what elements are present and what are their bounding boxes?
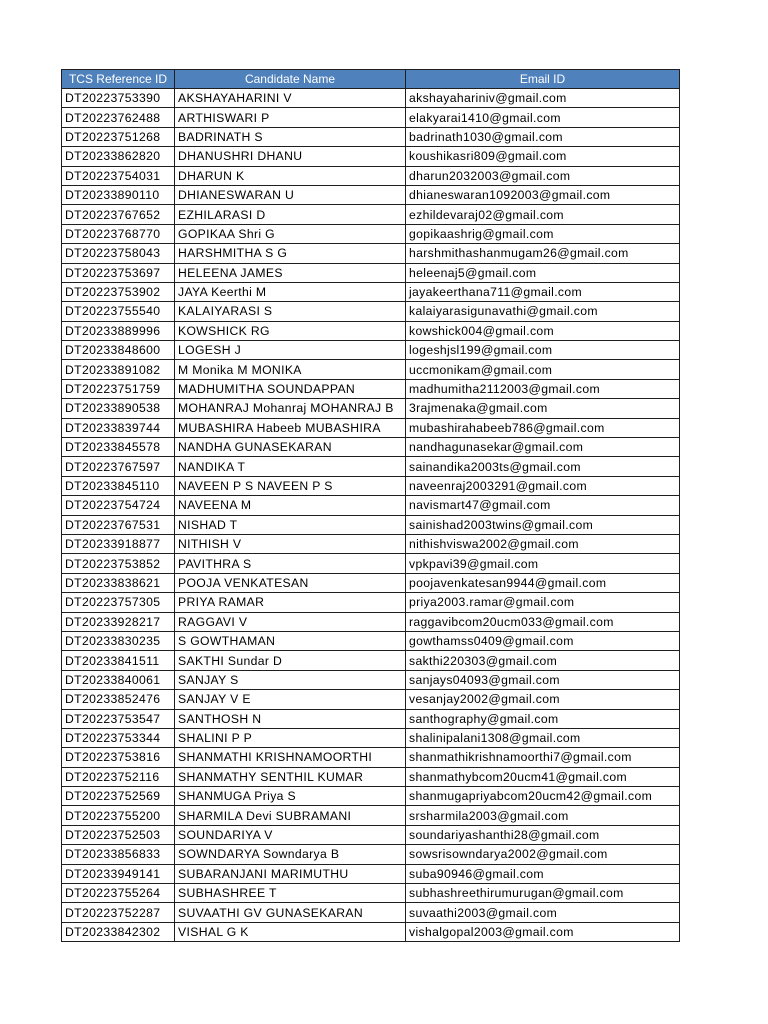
email-id-cell: sainandika2003ts@gmail.com xyxy=(406,457,680,476)
table-row xyxy=(62,282,680,301)
email-id-cell: harshmithashanmugam26@gmail.com xyxy=(406,244,680,263)
candidate-name-cell: VISHAL G K xyxy=(175,922,406,941)
tcs-reference-id-cell: DT20223752116 xyxy=(62,767,175,786)
email-id-cell: heleenaj5@gmail.com xyxy=(406,263,680,282)
candidate-name-cell: NANDHA GUNASEKARAN xyxy=(175,438,406,457)
candidate-name-cell: JAYA Keerthi M xyxy=(175,282,406,301)
table-row xyxy=(62,224,680,243)
tcs-reference-id-cell: DT20223753390 xyxy=(62,89,175,108)
table-row xyxy=(62,418,680,437)
candidate-name-cell: MADHUMITHA SOUNDAPPAN xyxy=(175,379,406,398)
tcs-reference-id-cell: DT20233856833 xyxy=(62,845,175,864)
candidate-name-cell: BADRINATH S xyxy=(175,127,406,146)
table-row xyxy=(62,205,680,224)
email-id-cell: srsharmila2003@gmail.com xyxy=(406,806,680,825)
tcs-reference-id-cell: DT20233839744 xyxy=(62,418,175,437)
email-id-cell: uccmonikam@gmail.com xyxy=(406,360,680,379)
column-header-candidate-name: Candidate Name xyxy=(175,70,406,89)
email-id-cell: koushikasri809@gmail.com xyxy=(406,147,680,166)
email-id-cell: dhianeswaran1092003@gmail.com xyxy=(406,185,680,204)
candidate-name-cell: SANTHOSH N xyxy=(175,709,406,728)
candidate-name-cell: M Monika M MONIKA xyxy=(175,360,406,379)
tcs-reference-id-cell: DT20233918877 xyxy=(62,534,175,553)
tcs-reference-id-cell: DT20223758043 xyxy=(62,244,175,263)
tcs-reference-id-cell: DT20233830235 xyxy=(62,631,175,650)
candidate-name-cell: POOJA VENKATESAN xyxy=(175,573,406,592)
table-row xyxy=(62,457,680,476)
table-row xyxy=(62,147,680,166)
email-id-cell: madhumitha2112003@gmail.com xyxy=(406,379,680,398)
candidate-name-cell: KOWSHICK RG xyxy=(175,321,406,340)
candidate-name-cell: NAVEENA M xyxy=(175,496,406,515)
table-row xyxy=(62,185,680,204)
table-body xyxy=(62,89,680,942)
table-row xyxy=(62,321,680,340)
tcs-reference-id-cell: DT20223754724 xyxy=(62,496,175,515)
tcs-reference-id-cell: DT20233842302 xyxy=(62,922,175,941)
table-row xyxy=(62,476,680,495)
table-row xyxy=(62,787,680,806)
tcs-reference-id-cell: DT20233889996 xyxy=(62,321,175,340)
candidate-name-cell: KALAIYARASI S xyxy=(175,302,406,321)
candidate-name-cell: NAVEEN P S NAVEEN P S xyxy=(175,476,406,495)
candidate-name-cell: SUBARANJANI MARIMUTHU xyxy=(175,864,406,883)
tcs-reference-id-cell: DT20233891082 xyxy=(62,360,175,379)
email-id-cell: sowsrisowndarya2002@gmail.com xyxy=(406,845,680,864)
tcs-reference-id-cell: DT20233890538 xyxy=(62,399,175,418)
email-id-cell: logeshjsl199@gmail.com xyxy=(406,341,680,360)
tcs-reference-id-cell: DT20223762488 xyxy=(62,108,175,127)
email-id-cell: kowshick004@gmail.com xyxy=(406,321,680,340)
tcs-reference-id-cell: DT20233840061 xyxy=(62,670,175,689)
table-row xyxy=(62,864,680,883)
candidate-table xyxy=(61,69,680,942)
email-id-cell: akshayahariniv@gmail.com xyxy=(406,89,680,108)
table-row xyxy=(62,593,680,612)
table-row xyxy=(62,922,680,941)
table-row xyxy=(62,379,680,398)
candidate-name-cell: SUVAATHI GV GUNASEKARAN xyxy=(175,903,406,922)
table-row xyxy=(62,438,680,457)
email-id-cell: poojavenkatesan9944@gmail.com xyxy=(406,573,680,592)
candidate-name-cell: NISHAD T xyxy=(175,515,406,534)
candidate-name-cell: HELEENA JAMES xyxy=(175,263,406,282)
candidate-name-cell: SHALINI P P xyxy=(175,728,406,747)
tcs-reference-id-cell: DT20223751759 xyxy=(62,379,175,398)
candidate-name-cell: DHIANESWARAN U xyxy=(175,185,406,204)
email-id-cell: priya2003.ramar@gmail.com xyxy=(406,593,680,612)
email-id-cell: suba90946@gmail.com xyxy=(406,864,680,883)
email-id-cell: sanjays04093@gmail.com xyxy=(406,670,680,689)
tcs-reference-id-cell: DT20223753697 xyxy=(62,263,175,282)
tcs-reference-id-cell: DT20233928217 xyxy=(62,612,175,631)
table-row xyxy=(62,884,680,903)
tcs-reference-id-cell: DT20223753547 xyxy=(62,709,175,728)
table-row xyxy=(62,127,680,146)
candidate-name-cell: NITHISH V xyxy=(175,534,406,553)
email-id-cell: vpkpavi39@gmail.com xyxy=(406,554,680,573)
email-id-cell: suvaathi2003@gmail.com xyxy=(406,903,680,922)
candidate-name-cell: SHARMILA Devi SUBRAMANI xyxy=(175,806,406,825)
tcs-reference-id-cell: DT20233890110 xyxy=(62,185,175,204)
email-id-cell: jayakeerthana711@gmail.com xyxy=(406,282,680,301)
email-id-cell: raggavibcom20ucm033@gmail.com xyxy=(406,612,680,631)
candidate-name-cell: MUBASHIRA Habeeb MUBASHIRA xyxy=(175,418,406,437)
candidate-name-cell: PAVITHRA S xyxy=(175,554,406,573)
email-id-cell: vesanjay2002@gmail.com xyxy=(406,690,680,709)
candidate-name-cell: SANJAY S xyxy=(175,670,406,689)
candidate-name-cell: LOGESH J xyxy=(175,341,406,360)
candidate-name-cell: DHANUSHRI DHANU xyxy=(175,147,406,166)
candidate-name-cell: EZHILARASI D xyxy=(175,205,406,224)
email-id-cell: kalaiyarasigunavathi@gmail.com xyxy=(406,302,680,321)
table-row xyxy=(62,399,680,418)
tcs-reference-id-cell: DT20233848600 xyxy=(62,341,175,360)
table-row xyxy=(62,302,680,321)
candidate-name-cell: ARTHISWARI P xyxy=(175,108,406,127)
tcs-reference-id-cell: DT20223754031 xyxy=(62,166,175,185)
table-row xyxy=(62,728,680,747)
email-id-cell: shanmathybcom20ucm41@gmail.com xyxy=(406,767,680,786)
table-row xyxy=(62,89,680,108)
email-id-cell: vishalgopal2003@gmail.com xyxy=(406,922,680,941)
tcs-reference-id-cell: DT20233949141 xyxy=(62,864,175,883)
candidate-name-cell: SUBHASHREE T xyxy=(175,884,406,903)
email-id-cell: sainishad2003twins@gmail.com xyxy=(406,515,680,534)
candidate-name-cell: SHANMUGA Priya S xyxy=(175,787,406,806)
candidate-name-cell: AKSHAYAHARINI V xyxy=(175,89,406,108)
email-id-cell: subhashreethirumurugan@gmail.com xyxy=(406,884,680,903)
tcs-reference-id-cell: DT20223767652 xyxy=(62,205,175,224)
table-row xyxy=(62,515,680,534)
tcs-reference-id-cell: DT20223755540 xyxy=(62,302,175,321)
email-id-cell: nithishviswa2002@gmail.com xyxy=(406,534,680,553)
tcs-reference-id-cell: DT20233845578 xyxy=(62,438,175,457)
table-row xyxy=(62,612,680,631)
tcs-reference-id-cell: DT20233838621 xyxy=(62,573,175,592)
tcs-reference-id-cell: DT20223752287 xyxy=(62,903,175,922)
tcs-reference-id-cell: DT20223757305 xyxy=(62,593,175,612)
email-id-cell: soundariyashanthi28@gmail.com xyxy=(406,825,680,844)
table-row xyxy=(62,748,680,767)
table-header-row xyxy=(62,70,680,89)
email-id-cell: gowthamss0409@gmail.com xyxy=(406,631,680,650)
tcs-reference-id-cell: DT20223767531 xyxy=(62,515,175,534)
table-row xyxy=(62,690,680,709)
candidate-name-cell: PRIYA RAMAR xyxy=(175,593,406,612)
candidate-name-cell: S GOWTHAMAN xyxy=(175,631,406,650)
tcs-reference-id-cell: DT20223753852 xyxy=(62,554,175,573)
table-row xyxy=(62,651,680,670)
email-id-cell: badrinath1030@gmail.com xyxy=(406,127,680,146)
tcs-reference-id-cell: DT20233852476 xyxy=(62,690,175,709)
tcs-reference-id-cell: DT20223752503 xyxy=(62,825,175,844)
tcs-reference-id-cell: DT20223767597 xyxy=(62,457,175,476)
tcs-reference-id-cell: DT20223753344 xyxy=(62,728,175,747)
candidate-name-cell: DHARUN K xyxy=(175,166,406,185)
column-header-tcs-reference-id: TCS Reference ID xyxy=(62,70,175,89)
email-id-cell: navismart47@gmail.com xyxy=(406,496,680,515)
email-id-cell: elakyarai1410@gmail.com xyxy=(406,108,680,127)
candidate-name-cell: SHANMATHY SENTHIL KUMAR xyxy=(175,767,406,786)
candidate-name-cell: SOUNDARIYA V xyxy=(175,825,406,844)
candidate-name-cell: GOPIKAA Shri G xyxy=(175,224,406,243)
table-row xyxy=(62,767,680,786)
tcs-reference-id-cell: DT20223768770 xyxy=(62,224,175,243)
email-id-cell: naveenraj2003291@gmail.com xyxy=(406,476,680,495)
email-id-cell: sakthi220303@gmail.com xyxy=(406,651,680,670)
table-row xyxy=(62,496,680,515)
email-id-cell: 3rajmenaka@gmail.com xyxy=(406,399,680,418)
email-id-cell: santhography@gmail.com xyxy=(406,709,680,728)
tcs-reference-id-cell: DT20233845110 xyxy=(62,476,175,495)
table-row xyxy=(62,845,680,864)
table-row xyxy=(62,108,680,127)
email-id-cell: ezhildevaraj02@gmail.com xyxy=(406,205,680,224)
candidate-name-cell: SAKTHI Sundar D xyxy=(175,651,406,670)
email-id-cell: shanmugapriyabcom20ucm42@gmail.com xyxy=(406,787,680,806)
email-id-cell: mubashirahabeeb786@gmail.com xyxy=(406,418,680,437)
candidate-name-cell: HARSHMITHA S G xyxy=(175,244,406,263)
candidate-name-cell: SHANMATHI KRISHNAMOORTHI xyxy=(175,748,406,767)
candidate-name-cell: RAGGAVI V xyxy=(175,612,406,631)
tcs-reference-id-cell: DT20223751268 xyxy=(62,127,175,146)
table-row xyxy=(62,341,680,360)
table-row xyxy=(62,806,680,825)
tcs-reference-id-cell: DT20223752569 xyxy=(62,787,175,806)
email-id-cell: nandhagunasekar@gmail.com xyxy=(406,438,680,457)
candidate-name-cell: MOHANRAJ Mohanraj MOHANRAJ B xyxy=(175,399,406,418)
candidate-name-cell: NANDIKA T xyxy=(175,457,406,476)
email-id-cell: shalinipalani1308@gmail.com xyxy=(406,728,680,747)
email-id-cell: gopikaashrig@gmail.com xyxy=(406,224,680,243)
table-row xyxy=(62,573,680,592)
table-row xyxy=(62,263,680,282)
tcs-reference-id-cell: DT20223755264 xyxy=(62,884,175,903)
column-header-email-id: Email ID xyxy=(406,70,680,89)
tcs-reference-id-cell: DT20233862820 xyxy=(62,147,175,166)
table-row xyxy=(62,631,680,650)
tcs-reference-id-cell: DT20233841511 xyxy=(62,651,175,670)
table-row xyxy=(62,360,680,379)
table-row xyxy=(62,825,680,844)
email-id-cell: dharun2032003@gmail.com xyxy=(406,166,680,185)
table-row xyxy=(62,166,680,185)
table-row xyxy=(62,709,680,728)
tcs-reference-id-cell: DT20223755200 xyxy=(62,806,175,825)
tcs-reference-id-cell: DT20223753816 xyxy=(62,748,175,767)
candidate-name-cell: SANJAY V E xyxy=(175,690,406,709)
candidate-name-cell: SOWNDARYA Sowndarya B xyxy=(175,845,406,864)
table-row xyxy=(62,670,680,689)
email-id-cell: shanmathikrishnamoorthi7@gmail.com xyxy=(406,748,680,767)
tcs-reference-id-cell: DT20223753902 xyxy=(62,282,175,301)
table-row xyxy=(62,534,680,553)
table-row xyxy=(62,903,680,922)
table-row xyxy=(62,554,680,573)
table-row xyxy=(62,244,680,263)
